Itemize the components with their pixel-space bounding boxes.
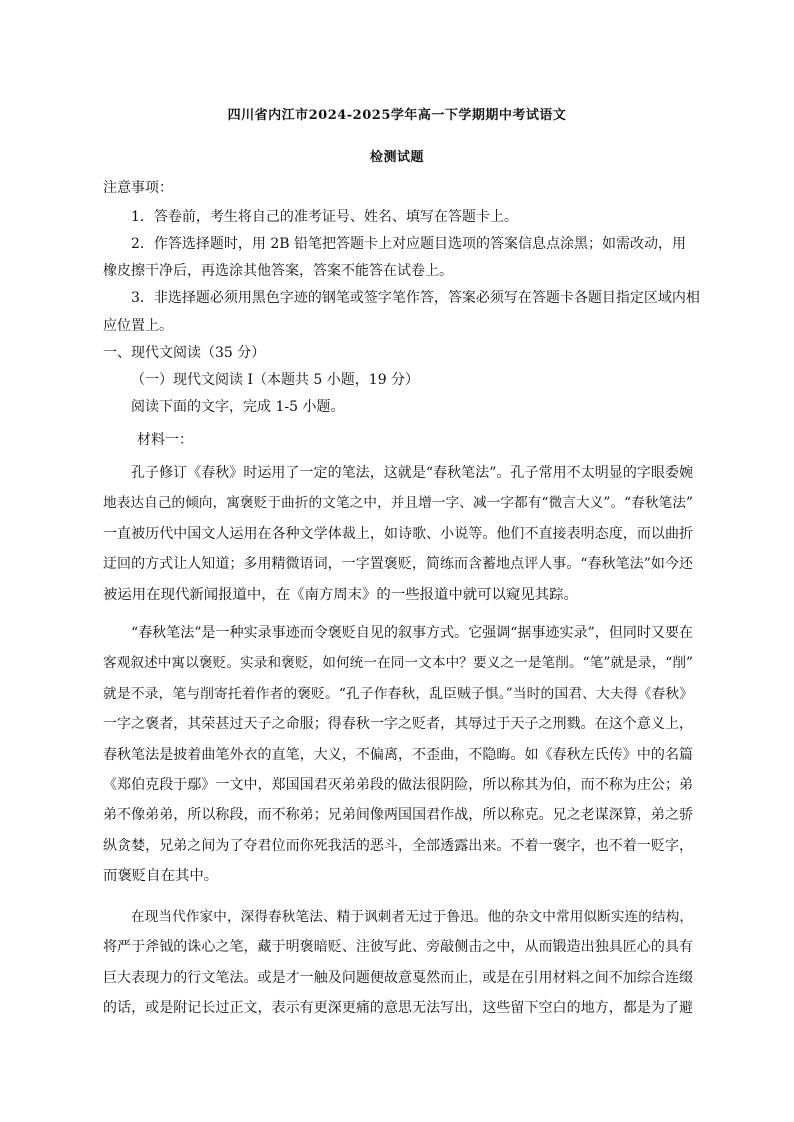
notice-heading: 注意事项：: [103, 180, 173, 196]
material-label: 材料一：: [137, 432, 193, 448]
notice-item-3-line-2: 应位置上。: [103, 318, 173, 334]
paragraph-3: [103, 902, 693, 1024]
document-title: 四川省内江市2024-2025学年高一下学期期中考试语文: [227, 108, 567, 123]
paragraph-line: 地表达自己的倾向，寓褒贬于曲折的文笔之中，并且增一字、减一字都有“微言大义”。“春秋笔法”: [103, 495, 693, 512]
paragraph-line: “春秋笔法”是一种实录事迹而令褒贬自见的叙事方式。它强调“据事迹实录”，但同时又要在: [131, 625, 693, 641]
paragraph-line: 客观叙述中寓以褒贬。实录和褒贬，如何统一在同一文本中？要义之一是笔削。“笔”就是录，“削”: [103, 655, 693, 672]
notice-item-1: 1．答卷前，考生将自己的准考证号、姓名、填写在答题卡上。: [131, 209, 518, 225]
notice-item-2-line-1: 2．作答选择题时，用 2B 铅笔把答题卡上对应题目选项的答案信息点涂黑；如需改动，用: [131, 236, 687, 252]
subsection-heading: （一）现代文阅读 I（本题共 5 小题，19 分）: [131, 372, 420, 388]
paragraph-line: 一字之褒者，其荣甚过天子之命服；得春秋一字之贬者，其辱过于天子之刑戮。在这个意义上，: [103, 716, 693, 733]
paragraph-line: 巨大表现力的行文笔法。或是才一触及问题便故意戛然而止，或是在引用材料之间不加综合连缀: [103, 969, 693, 986]
notice-item-2-line-2: 橡皮擦干净后，再选涂其他答案，答案不能答在试卷上。: [103, 263, 453, 279]
paragraph-1: [103, 458, 693, 610]
paragraph-line: 一直被历代中国文人运用在各种文学体裁上，如诗歌、小说等。他们不直接表明态度，而以曲折: [103, 525, 693, 542]
paragraph-line: 就是不录，笔与削寄托着作者的褒贬。“孔子作春秋，乱臣贼子惧。”当时的国君、大夫得《春秋》: [103, 685, 693, 702]
paragraph-line: 迂回的方式让人知道；多用精微语词，一字置褒贬，简练而含蓄地点评人事。“春秋笔法”如今还: [103, 556, 693, 573]
document-subtitle: 检测试题: [369, 150, 424, 165]
notice-item-3-line-1: 3．非选择题必须用黑色字迹的钢笔或签字笔作答，答案必须写在答题卡各题目指定区域内相: [131, 290, 700, 306]
paragraph-line: 在现当代作家中，深得春秋笔法、精于讽刺者无过于鲁迅。他的杂文中常用似断实连的结构，: [131, 909, 693, 925]
paragraph-line: 孔子修订《春秋》时运用了一定的笔法，这就是“春秋笔法”。孔子常用不太明显的字眼委婉: [131, 465, 693, 481]
reading-instruction: 阅读下面的文字，完成 1-5 小题。: [131, 399, 345, 415]
paragraph-line: 弟不像弟弟，所以称段，而不称弟；兄弟间像两国国君作战，所以称克。兄之老谋深算，弟之骄: [103, 807, 693, 824]
paragraph-line: 将严于斧钺的诛心之笔，藏于明褒暗贬、注彼写此、旁敲侧击之中，从而锻造出独具匠心的具有: [103, 939, 693, 956]
section-heading: 一、现代文阅读（35 分）: [103, 345, 266, 361]
paragraph-line: 而褒贬自在其中。: [103, 868, 219, 885]
paragraph-line: 的话，或是附记长过正文，表示有更深更痛的意思无法写出，这些留下空白的地方，都是为了避: [103, 1000, 693, 1017]
paragraph-line: 纵贪婪，兄弟之间为了夺君位而你死我活的恶斗，全部透露出来。不着一褒字，也不着一贬字，: [103, 837, 693, 854]
paragraph-line: 《郑伯克段于鄢》一文中，郑国国君灭弟弟段的做法很阴险，所以称其为伯，而不称为庄公；弟: [103, 777, 693, 794]
paragraph-line: 被运用在现代新闻报道中，在《南方周末》的一些报道中就可以窥见其踪。: [103, 586, 578, 603]
paragraph-2: [103, 618, 693, 892]
paragraph-line: 春秋笔法是披着曲笔外衣的直笔，大义，不偏离，不歪曲，不隐晦。如《春秋左氏传》中的名篇: [103, 746, 693, 763]
